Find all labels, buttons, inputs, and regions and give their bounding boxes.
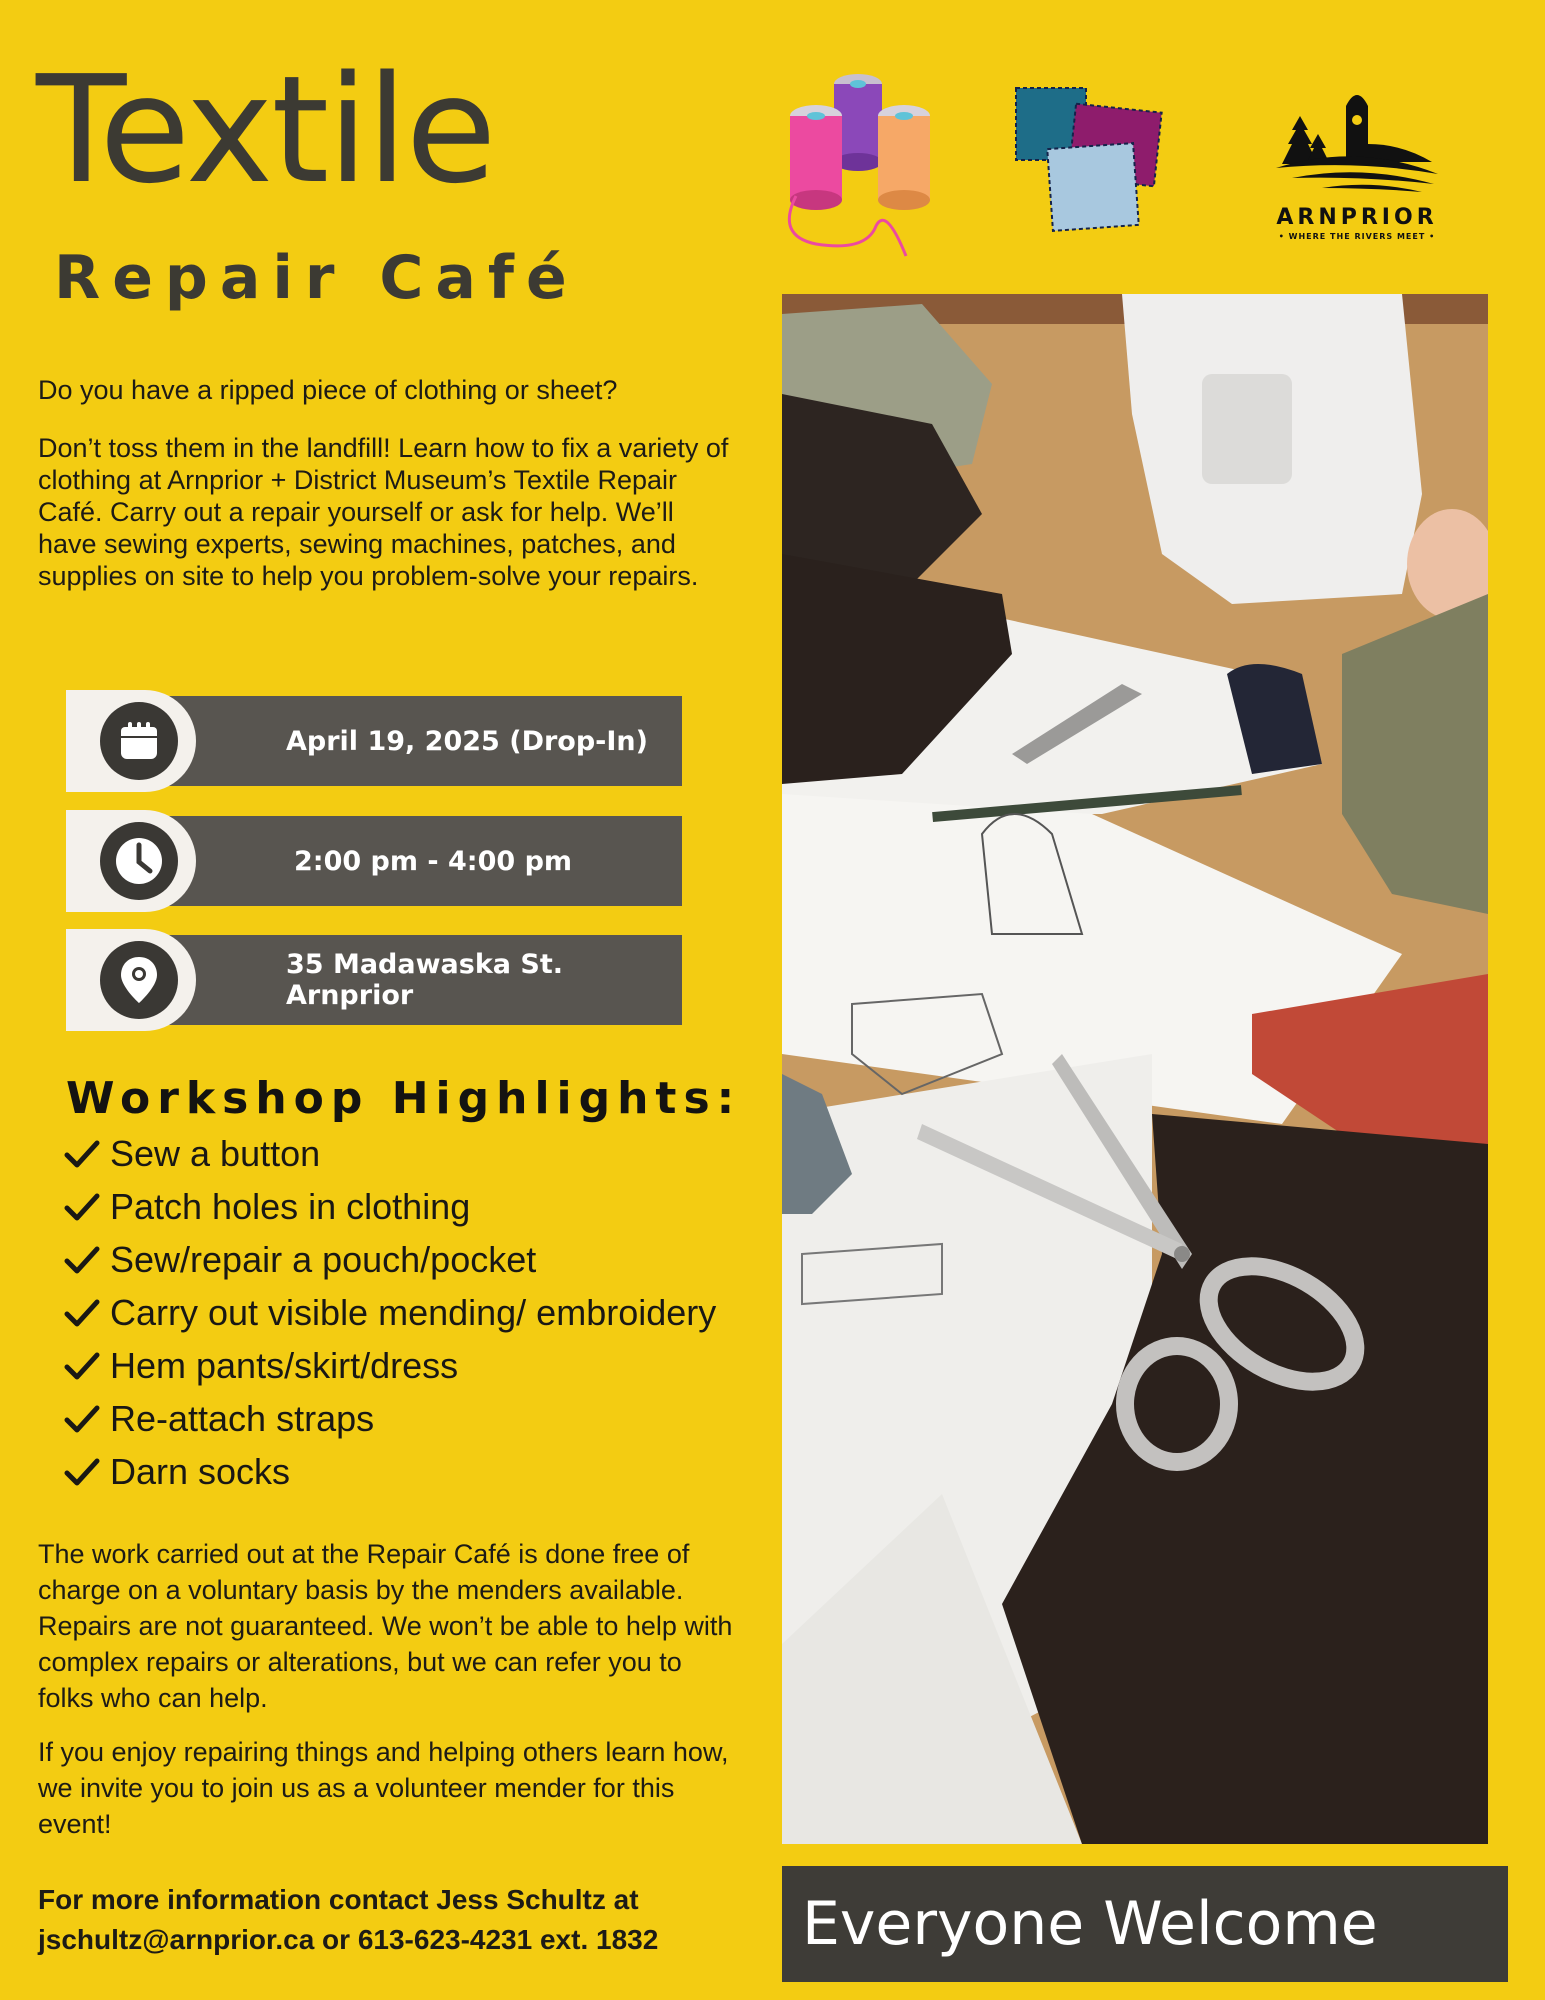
event-time-row (66, 810, 682, 906)
arnprior-logo (1262, 84, 1452, 240)
list-item (62, 1339, 716, 1392)
event-location: 35 Madawaska St. Arnprior (166, 935, 682, 1025)
sewing-table-photo (782, 294, 1488, 1844)
intro-question: Do you have a ripped piece of clothing or sheet? (38, 375, 618, 405)
volunteer-text: If you enjoy repairing things and helping others learn how, we invite you to join us as a volunteer mender for this event! (38, 1737, 729, 1839)
event-time: 2:00 pm - 4:00 pm (166, 816, 682, 906)
footer-text (38, 1536, 738, 1860)
event-date: April 19, 2025 (Drop-In) (166, 696, 682, 786)
checkmark-icon (62, 1346, 102, 1386)
checkmark-icon (62, 1187, 102, 1227)
logo-name: ARNPRIOR (1276, 205, 1438, 230)
list-item (62, 1286, 716, 1339)
checkmark-icon (62, 1399, 102, 1439)
info-badge (66, 690, 196, 792)
list-item (62, 1127, 716, 1180)
highlight-text: Hem pants/skirt/dress (110, 1344, 459, 1386)
info-badge (66, 810, 196, 912)
intro-text (38, 374, 738, 618)
list-item (62, 1392, 716, 1445)
contact-line-2[interactable]: jschultz@arnprior.ca or 613-623-4231 ext. 1832 (38, 1924, 659, 1955)
highlight-text: Sew a button (110, 1132, 321, 1174)
calendar-icon (100, 702, 178, 780)
page-subtitle: Repair Café (54, 243, 579, 313)
event-location-row (66, 929, 682, 1025)
intro-body: Don’t toss them in the landfill! Learn how to fix a variety of clothing at Arnprior + District Museum’s Textile Repair Café. Carry out a repair yourself or ask for help. We’ll have sewing experts, sewing machines, patches, and supplies on site to help you problem-solve your repairs. (38, 433, 729, 591)
logo-tagline: • WHERE THE RIVERS MEET • (1278, 232, 1436, 241)
location-pin-icon (100, 941, 178, 1019)
page-title: Textile (36, 44, 495, 216)
contact-line-1: For more information contact Jess Schultz at (38, 1884, 639, 1915)
town-emblem-icon (1262, 84, 1452, 194)
highlight-text: Carry out visible mending/ embroidery (110, 1291, 717, 1333)
highlights-title: Workshop Highlights: (66, 1073, 742, 1124)
checkmark-icon (62, 1134, 102, 1174)
checkmark-icon (62, 1240, 102, 1280)
highlights-list (62, 1127, 716, 1498)
clock-icon (100, 822, 178, 900)
list-item (62, 1233, 716, 1286)
list-item (62, 1180, 716, 1233)
highlight-text: Re-attach straps (110, 1397, 375, 1439)
thread-spools-icon (776, 66, 946, 262)
everyone-welcome-banner: Everyone Welcome (782, 1866, 1508, 1982)
info-badge (66, 929, 196, 1031)
disclaimer-text: The work carried out at the Repair Café is done free of charge on a voluntary basis by the menders available. Repairs are not guaranteed. We won’t be able to help with complex repairs or alterations, but we can refer you to folks who can help. (38, 1539, 733, 1713)
fabric-patches-icon (1010, 84, 1176, 244)
highlight-text: Darn socks (110, 1450, 291, 1492)
checkmark-icon (62, 1293, 102, 1333)
highlight-text: Patch holes in clothing (110, 1185, 471, 1227)
checkmark-icon (62, 1452, 102, 1492)
list-item (62, 1445, 716, 1498)
event-date-row (66, 690, 682, 786)
highlight-text: Sew/repair a pouch/pocket (110, 1238, 537, 1280)
contact-info (38, 1880, 758, 1960)
